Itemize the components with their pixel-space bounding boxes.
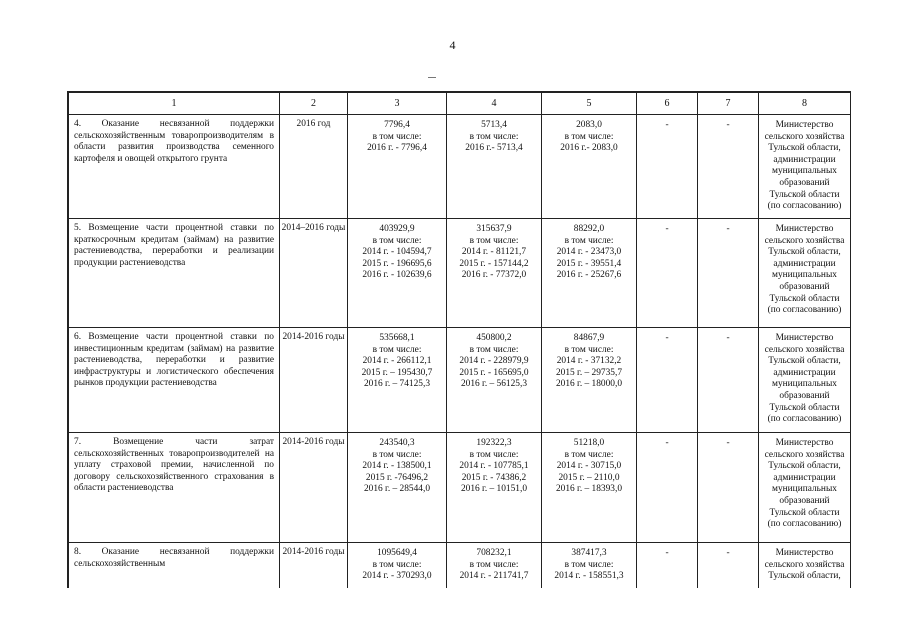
org-line: сельского хозяйства bbox=[764, 344, 845, 355]
value-line: 2014 г. - 266112,1 bbox=[362, 356, 432, 367]
value-line: в том числе: bbox=[564, 559, 614, 570]
org-line: муниципальных bbox=[772, 166, 837, 177]
value-line: 2014 г. - 104594,7 bbox=[362, 247, 432, 258]
value-line: 88292,0 bbox=[573, 224, 605, 234]
table-header-row bbox=[69, 93, 851, 115]
measure-name: 4. Оказание несвязанной поддержки сельскохозяйственным товаропроизводителям в области развития производства семенного картофеля и овощей открытого грунта bbox=[69, 115, 280, 219]
value-line: 2015 г. -76496,2 bbox=[365, 472, 429, 483]
regional-funding bbox=[542, 219, 637, 328]
col6-value: - bbox=[637, 328, 698, 433]
org-line: Тульской области, bbox=[768, 143, 841, 154]
value-line: в том числе: bbox=[564, 449, 614, 460]
col6-value: - bbox=[637, 219, 698, 328]
org-line: Министерство bbox=[775, 224, 834, 234]
org-line: Тульской области bbox=[769, 402, 840, 413]
value-line: 2016 г. - 102639,6 bbox=[362, 270, 432, 281]
value-line: в том числе: bbox=[372, 131, 422, 142]
period: 2014-2016 годы bbox=[280, 433, 348, 543]
org-line: муниципальных bbox=[772, 270, 837, 281]
org-line: муниципальных bbox=[772, 484, 837, 495]
federal-funding bbox=[447, 219, 542, 328]
period: 2016 год bbox=[280, 115, 348, 219]
table-row bbox=[69, 543, 851, 589]
value-line: 1095649,4 bbox=[377, 548, 417, 558]
total-funding bbox=[348, 433, 447, 543]
value-line: в том числе: bbox=[372, 235, 422, 246]
org-line: (по согласованию) bbox=[767, 519, 842, 530]
value-line: в том числе: bbox=[372, 344, 422, 355]
value-line: 2016 г. – 28544,0 bbox=[363, 484, 431, 495]
federal-funding bbox=[447, 328, 542, 433]
org-line: администрации bbox=[773, 154, 836, 165]
value-line: 2014 г. - 30715,0 bbox=[556, 461, 622, 472]
table-row bbox=[69, 219, 851, 328]
org-line: Тульской области bbox=[769, 293, 840, 304]
org-line: сельского хозяйства bbox=[764, 235, 845, 246]
col7-value: - bbox=[698, 219, 759, 328]
value-line: 535668,1 bbox=[379, 333, 415, 343]
separator-mark bbox=[428, 77, 436, 78]
value-line: 2014 г. - 138500,1 bbox=[362, 461, 432, 472]
federal-funding bbox=[447, 115, 542, 219]
org-line: образований bbox=[779, 390, 830, 401]
value-line: 2016 г. - 77372,0 bbox=[461, 270, 527, 281]
period: 2014-2016 годы bbox=[280, 543, 348, 589]
org-line: Министерство bbox=[775, 120, 834, 130]
value-line: 84867,9 bbox=[573, 333, 605, 343]
value-line: в том числе: bbox=[564, 131, 614, 142]
value-line: 2015 г. – 29735,7 bbox=[555, 367, 623, 378]
value-line: 2014 г. - 370293,0 bbox=[362, 571, 432, 582]
header-col-4: 4 bbox=[447, 93, 542, 115]
org-line: Тульской области bbox=[769, 507, 840, 518]
org-line: сельского хозяйства bbox=[764, 449, 845, 460]
value-line: 2014 г. - 37132,2 bbox=[556, 356, 622, 367]
value-line: 7796,4 bbox=[384, 120, 410, 130]
value-line: 2016 г. – 74125,3 bbox=[363, 379, 431, 390]
value-line: 2016 г. – 18393,0 bbox=[555, 484, 623, 495]
value-line: 2016 г. - 25267,6 bbox=[556, 270, 622, 281]
org-line: администрации bbox=[773, 367, 836, 378]
org-line: Тульской области, bbox=[768, 461, 841, 472]
header-col-6: 6 bbox=[637, 93, 698, 115]
header-col-7: 7 bbox=[698, 93, 759, 115]
org-line: образований bbox=[779, 281, 830, 292]
value-line: 2015 г. – 2110,0 bbox=[558, 472, 620, 483]
value-line: 2015 г. - 196695,6 bbox=[362, 258, 432, 269]
value-line: в том числе: bbox=[469, 449, 519, 460]
col6-value: - bbox=[637, 433, 698, 543]
value-line: в том числе: bbox=[372, 559, 422, 570]
value-line: 2015 г. - 157144,2 bbox=[459, 258, 529, 269]
value-line: 2016 г.- 2083,0 bbox=[560, 143, 618, 154]
value-line: 192322,3 bbox=[476, 438, 512, 448]
table-row bbox=[69, 328, 851, 433]
header-col-8: 8 bbox=[759, 93, 851, 115]
value-line: 2014 г. - 81121,7 bbox=[461, 247, 527, 258]
col7-value: - bbox=[698, 115, 759, 219]
value-line: 2015 г. - 74386,2 bbox=[461, 472, 527, 483]
value-line: 2015 г. - 165695,0 bbox=[459, 367, 529, 378]
value-line: 2016 г. – 10151,0 bbox=[460, 484, 528, 495]
org-line: администрации bbox=[773, 258, 836, 269]
value-line: 315637,9 bbox=[476, 224, 512, 234]
regional-funding bbox=[542, 433, 637, 543]
period: 2014-2016 годы bbox=[280, 328, 348, 433]
org-line: Тульской области, bbox=[768, 247, 841, 258]
col6-value: - bbox=[637, 115, 698, 219]
regional-funding bbox=[542, 115, 637, 219]
value-line: 5713,4 bbox=[481, 120, 507, 130]
responsible-executor bbox=[759, 543, 851, 589]
value-line: в том числе: bbox=[469, 235, 519, 246]
value-line: 2083,0 bbox=[576, 120, 602, 130]
value-line: 387417,3 bbox=[571, 548, 607, 558]
col7-value: - bbox=[698, 543, 759, 589]
value-line: 2014 г. - 228979,9 bbox=[459, 356, 529, 367]
col7-value: - bbox=[698, 433, 759, 543]
responsible-executor bbox=[759, 328, 851, 433]
total-funding bbox=[348, 543, 447, 589]
federal-funding bbox=[447, 543, 542, 589]
header-col-3: 3 bbox=[348, 93, 447, 115]
org-line: Тульской области bbox=[769, 189, 840, 200]
org-line: Тульской области, bbox=[768, 356, 841, 367]
value-line: 2014 г. - 158551,3 bbox=[554, 571, 624, 582]
value-line: 51218,0 bbox=[573, 438, 605, 448]
value-line: в том числе: bbox=[469, 559, 519, 570]
responsible-executor bbox=[759, 219, 851, 328]
total-funding bbox=[348, 219, 447, 328]
header-col-2: 2 bbox=[280, 93, 348, 115]
regional-funding bbox=[542, 328, 637, 433]
value-line: 2014 г. - 211741,7 bbox=[459, 571, 529, 582]
value-line: 2015 г. - 39551,4 bbox=[556, 258, 622, 269]
value-line: 2014 г. - 23473,0 bbox=[556, 247, 622, 258]
measure-name: 5. Возмещение части процентной ставки по краткосрочным кредитам (займам) на развитие растениеводства, переработки и реализации продукции растениеводства bbox=[69, 219, 280, 328]
value-line: 708232,1 bbox=[476, 548, 512, 558]
org-line: (по согласованию) bbox=[767, 414, 842, 425]
header-col-5: 5 bbox=[542, 93, 637, 115]
value-line: в том числе: bbox=[372, 449, 422, 460]
org-line: Министерство bbox=[775, 333, 834, 343]
regional-funding bbox=[542, 543, 637, 589]
value-line: 2016 г. – 18000,0 bbox=[555, 379, 623, 390]
org-line: (по согласованию) bbox=[767, 201, 842, 212]
measure-name: 6. Возмещение части процентной ставки по инвестиционным кредитам (займам) на развитие растениеводства, переработки и развитие инфраструктуры и логистического обеспечения рынков продукции растениеводства bbox=[69, 328, 280, 433]
program-measures-table bbox=[68, 92, 851, 588]
measure-name: 7. Возмещение части затрат сельскохозяйственных товаропроизводителей на уплату страховой премии, начисленной по договору сельскохозяйственного страхования в области растениеводства bbox=[69, 433, 280, 543]
table-row bbox=[69, 433, 851, 543]
org-line: сельского хозяйства bbox=[764, 131, 845, 142]
value-line: в том числе: bbox=[469, 344, 519, 355]
federal-funding bbox=[447, 433, 542, 543]
col6-value: - bbox=[637, 543, 698, 589]
col7-value: - bbox=[698, 328, 759, 433]
org-line: администрации bbox=[773, 472, 836, 483]
org-line: образований bbox=[779, 495, 830, 506]
value-line: в том числе: bbox=[564, 235, 614, 246]
measure-name: 8. Оказание несвязанной поддержки сельскохозяйственным bbox=[69, 543, 280, 589]
page-number: 4 bbox=[449, 38, 456, 52]
org-line: сельского хозяйства bbox=[764, 559, 845, 570]
period: 2014–2016 годы bbox=[280, 219, 348, 328]
value-line: 2014 г. - 107785,1 bbox=[459, 461, 529, 472]
value-line: 2016 г. – 56125,3 bbox=[460, 379, 528, 390]
org-line: Министерство bbox=[775, 548, 834, 558]
org-line: образований bbox=[779, 177, 830, 188]
value-line: в том числе: bbox=[564, 344, 614, 355]
org-line: (по согласованию) bbox=[767, 305, 842, 316]
value-line: 243540,3 bbox=[379, 438, 415, 448]
value-line: 2016 г.- 5713,4 bbox=[465, 143, 523, 154]
table-row bbox=[69, 115, 851, 219]
value-line: 2016 г. - 7796,4 bbox=[367, 143, 427, 154]
total-funding bbox=[348, 328, 447, 433]
org-line: Тульской области, bbox=[768, 571, 841, 582]
org-line: Министерство bbox=[775, 438, 834, 448]
document-table-container bbox=[67, 91, 851, 588]
value-line: 403929,9 bbox=[379, 224, 415, 234]
value-line: в том числе: bbox=[469, 131, 519, 142]
value-line: 2015 г. – 195430,7 bbox=[361, 367, 433, 378]
responsible-executor bbox=[759, 433, 851, 543]
value-line: 450800,2 bbox=[476, 333, 512, 343]
header-col-1: 1 bbox=[69, 93, 280, 115]
org-line: муниципальных bbox=[772, 379, 837, 390]
responsible-executor bbox=[759, 115, 851, 219]
total-funding bbox=[348, 115, 447, 219]
